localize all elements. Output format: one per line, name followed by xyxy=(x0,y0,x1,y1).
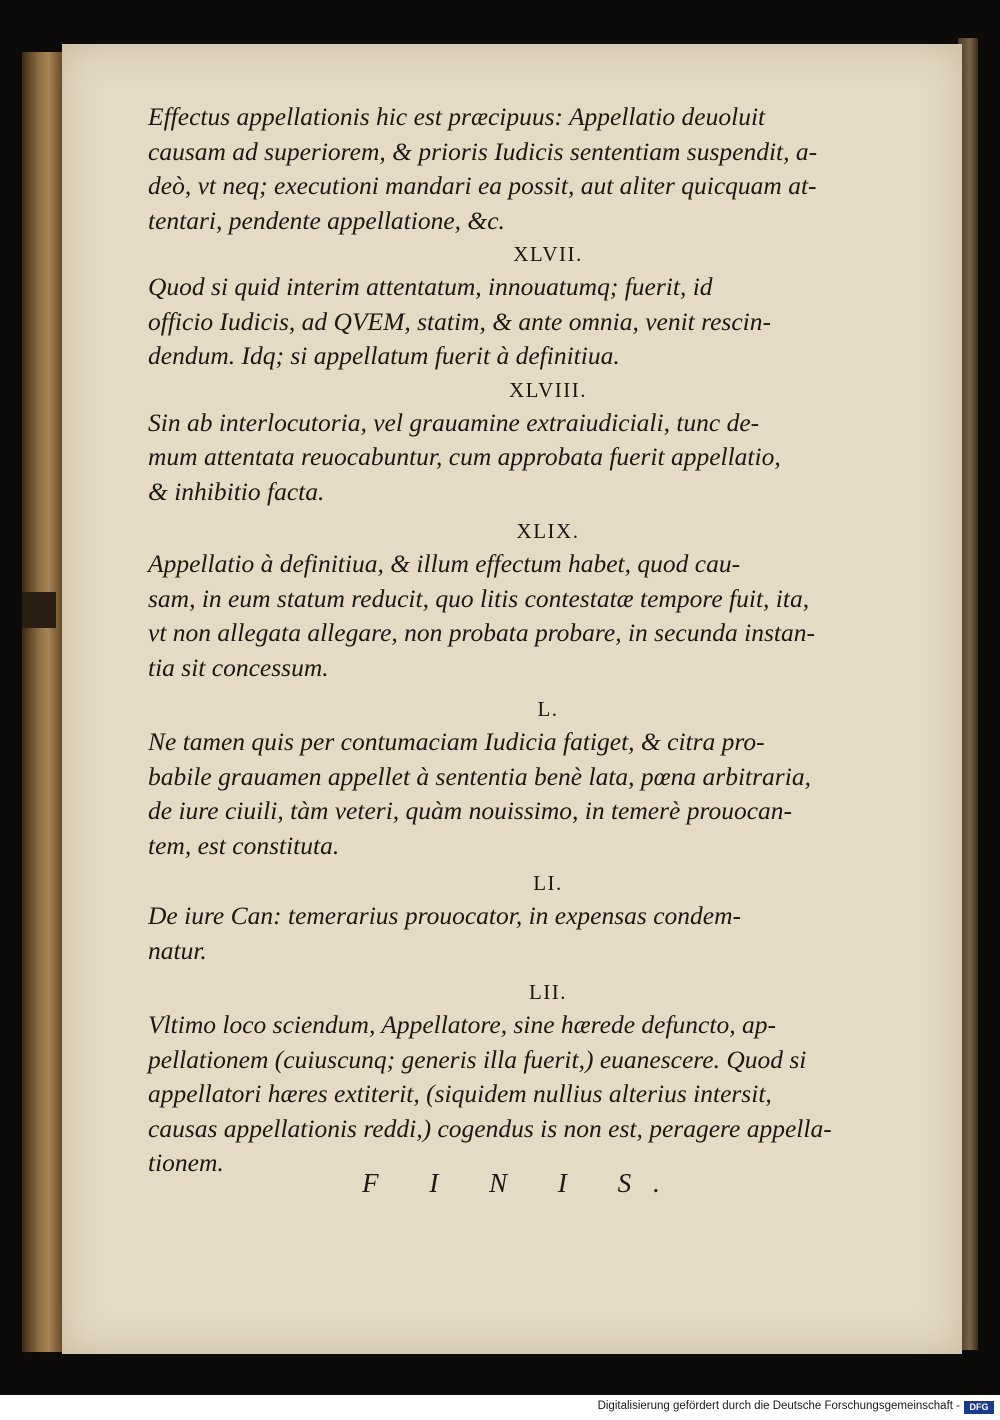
dfg-logo-icon: DFG xyxy=(964,1401,994,1414)
text-line: sam, in eum statum reducit, quo litis contestatæ tempore fuit, ita, xyxy=(148,583,810,613)
text-line: mum attentata reuocabuntur, cum approbata fuerit appellatio, xyxy=(148,442,781,471)
text-line: tia sit concessum. xyxy=(148,652,329,682)
section-body-lii xyxy=(148,1008,918,1181)
paragraph-intro xyxy=(148,100,918,238)
section-heading-l: L. xyxy=(537,697,559,721)
digitization-footer xyxy=(0,1396,1000,1420)
text-line: dendum. Idq; si appellatum fuerit à definitiua. xyxy=(148,341,620,370)
text-line: officio Iudicis, ad QVEM, statim, & ante omnia, venit rescin- xyxy=(148,306,771,336)
section-body-xlviii xyxy=(148,406,918,510)
spine-notch xyxy=(22,592,56,628)
section-heading-lii: LII. xyxy=(528,980,568,1004)
text-line: natur. xyxy=(148,935,207,965)
text-line: Ne tamen quis per contumaciam Iudicia fatiget, & citra pro- xyxy=(148,727,765,756)
section-body-xlvii xyxy=(148,270,918,374)
page-text xyxy=(148,100,918,1181)
text-line: tem, est constituta. xyxy=(148,830,340,860)
section-body-li xyxy=(148,899,918,968)
text-line: causam ad superiorem, & prioris Iudicis sententiam suspendit, a- xyxy=(148,136,818,166)
text-line: tionem. xyxy=(148,1148,224,1177)
text-line: appellatori hæres extiterit, (siquidem nullius alterius intersit, xyxy=(148,1079,772,1108)
text-line: causas appellationis reddi,) cogendus is non est, peragere appella- xyxy=(148,1113,832,1143)
text-line: pellationem (cuiuscunq; generis illa fuerit,) euanescere. Quod si xyxy=(148,1044,807,1074)
text-line: babile grauamen appellet à sententia benè lata, pœna arbitraria, xyxy=(148,761,811,791)
finis-colophon: F I N I S. xyxy=(362,1168,682,1198)
text-line: de iure ciuili, tàm veteri, quàm nouissimo, in temerè prouocan- xyxy=(148,796,792,825)
section-body-l xyxy=(148,725,918,863)
section-heading-xlviii: XLVIII. xyxy=(509,377,587,402)
text-line: Vltimo loco sciendum, Appellatore, sine hærede defuncto, ap- xyxy=(148,1010,776,1039)
text-line: tentari, pendente appellatione, &c. xyxy=(148,205,505,235)
funding-credit: Digitalisierung gefördert durch die Deutsche Forschungsgemeinschaft - xyxy=(597,1400,960,1412)
section-heading-xlix: XLIX. xyxy=(516,519,580,543)
text-line: Quod si quid interim attentatum, innouatumq; fuerit, id xyxy=(148,272,713,301)
text-line: & inhibitio facta. xyxy=(148,476,325,506)
text-line: Appellatio à definitiua, & illum effectum habet, quod cau- xyxy=(148,549,741,578)
text-line: Effectus appellationis hic est præcipuus: Appellatio deuoluit xyxy=(148,102,766,131)
text-line: Sin ab interlocutoria, vel grauamine extraiudiciali, tunc de- xyxy=(148,407,760,437)
text-line: vt non allegata allegare, non probata probare, in secunda instan- xyxy=(148,618,815,647)
section-body-xlix xyxy=(148,547,918,685)
text-line: De iure Can: temerarius prouocator, in expensas condem- xyxy=(148,901,742,930)
section-heading-xlvii: XLVII. xyxy=(513,242,583,266)
section-heading-li: LI. xyxy=(533,871,563,895)
text-line: deò, vt neq; executioni mandari ea possit, aut aliter quicquam at- xyxy=(148,171,817,200)
book-spine-left xyxy=(22,52,62,1352)
